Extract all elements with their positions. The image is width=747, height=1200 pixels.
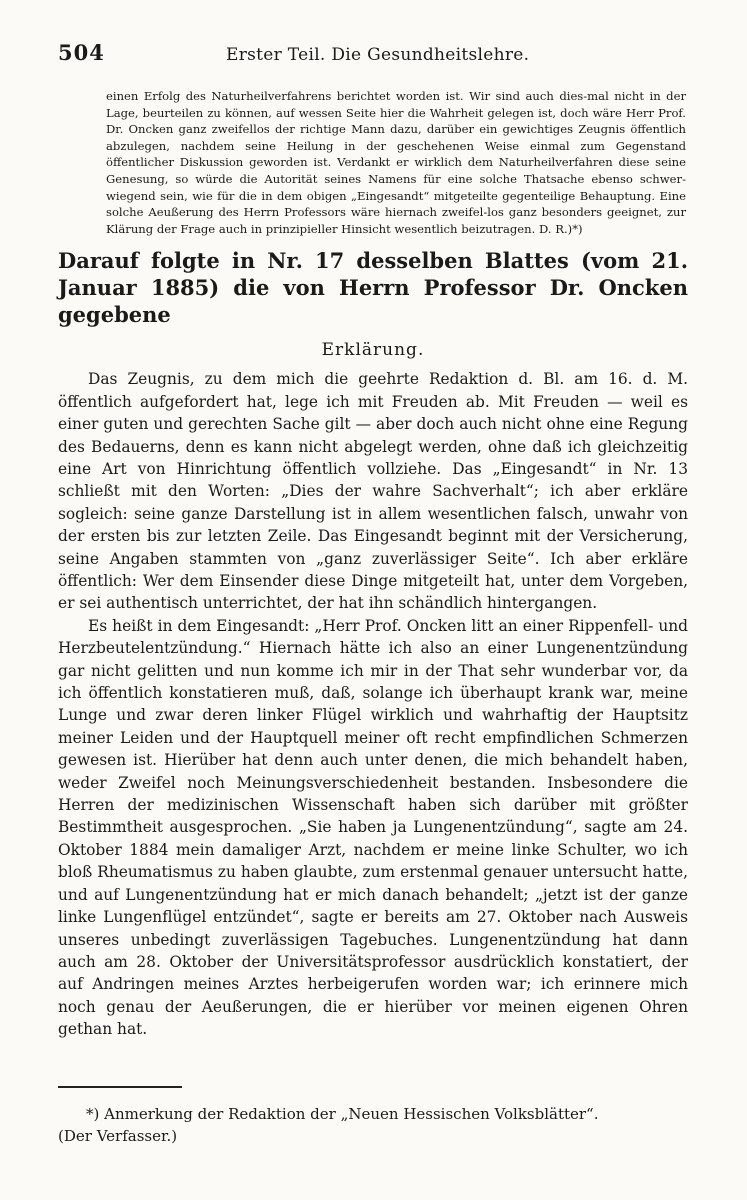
footnote-divider xyxy=(58,1086,182,1088)
page-header xyxy=(58,40,688,70)
page-content xyxy=(58,40,688,1041)
footnote xyxy=(58,1103,688,1147)
body-paragraph: Es heißt in dem Eingesandt: „Herr Prof. Oncken litt an einer Rippenfell- und Herzbeutelentzündung.“ Hiernach hätte ich also an einer Lungenentzündung gar nicht gelitten und nun komme ich mir in der That sehr wunderbar vor, da ich öffentlich konstatieren muß, daß, solange ich überhaupt krank war, meine Lunge und zwar deren linker Flügel wirklich und wahrhaftig der Hauptsitz meiner Leiden und der Hauptquell meiner oft recht empfindlichen Schmerzen gewesen ist. Hierüber hat denn auch unter denen, die mich behandelt haben, weder Zweifel noch Meinungsverschiedenheit bestanden. Insbesondere die Herren der medizinischen Wissenschaft haben sich darüber mit größter Bestimmtheit ausgesprochen. „Sie haben ja Lungenentzündung“, sagte am 24. Oktober 1884 mein damaliger Arzt, nachdem er meine linke Schulter, wo ich bloß Rheumatismus zu haben glaubte, zum erstenmal genauer untersucht hatte, und auf Lungenentzündung hat er mich danach behandelt; „jetzt ist der ganze linke Lungenflügel entzündet“, sagte er bereits am 27. Oktober nach Ausweis unseres unbedingt zuverlässigen Tagebuches. Lungenentzündung hat dann auch am 28. Oktober der Universitätsprofessor ausdrücklich konstatiert, der auf Andringen meines Arztes herbeigerufen worden war; ich erinnere mich noch genau der Aeußerungen, die er hierüber vor meinen eigenen Ohren gethan hat. xyxy=(58,616,688,1039)
intro-text: Darauf folgte in Nr. 17 desselben Blattes (vom 21. Januar 1885) die von Herrn Professor Dr. Oncken gegebene xyxy=(58,248,688,328)
editorial-quote-block xyxy=(106,88,686,237)
footnote-attribution: (Der Verfasser.) xyxy=(58,1127,178,1145)
page-number: 504 xyxy=(58,40,105,65)
intro-paragraph xyxy=(58,247,688,328)
body-paragraph: Das Zeugnis, zu dem mich die geehrte Redaktion d. Bl. am 16. d. M. öffentlich aufgefordert hat, lege ich mit Freuden ab. Mit Freuden — weil es einer guten und gerechten Sache gilt — aber doch auch nicht ohne eine Regung des Bedauerns, denn es kann nicht abgelegt werden, ohne daß ich gleichzeitig eine Art von Hinrichtung öffentlich vollziehe. Das „Eingesandt“ in Nr. 13 schließt mit den Worten: „Dies der wahre Sachverhalt“; ich aber erkläre sogleich: seine ganze Darstellung ist in allem wesentlichen falsch, unwahr von der ersten bis zur letzten Zeile. Das Eingesandt beginnt mit der Versicherung, seine Angaben stammten von „ganz zuverlässiger Seite“. Ich aber erkläre öffentlich: Wer dem Einsender diese Dinge mitgeteilt hat, unter dem Vorgeben, er sei authentisch unterrichtet, der hat ihn schändlich hintergangen. xyxy=(58,370,688,613)
running-head: Erster Teil. Die Gesundheitslehre. xyxy=(226,45,530,65)
section-title: Erklärung. xyxy=(321,340,425,361)
footnote-line: *) Anmerkung der Redaktion der „Neuen Hessischen Volksblätter“. xyxy=(86,1105,599,1123)
quote-text: einen Erfolg des Naturheilverfahrens berichtet worden ist. Wir sind auch dies-mal nicht in der Lage, beurteilen zu können, auf wessen Seite hier die Wahrheit gelegen ist, doch wäre Herr Prof. Dr. Oncken ganz zweifellos der richtige Mann dazu, darüber ein gewichtiges Zeugnis öffentlich abzulegen, nachdem seine Heilung in der geschehenen Weise einmal zum Gegenstand öffentlicher Diskussion geworden ist. Verdankt er wirklich dem Naturheilverfahren diese seine Genesung, so würde die Autorität seines Namens für eine solche Thatsache ebenso schwer-wiegend sein, wie für die in dem obigen „Eingesandt“ mitgeteilte gegenteilige Behauptung. Eine solche Aeußerung des Herrn Professors wäre hiernach zweifel-los ganz besonders geeignet, zur Klärung der Frage auch in prinzipieller Hinsicht wesentlich beizutragen. D. R.)*) xyxy=(106,89,686,236)
declaration-body xyxy=(58,368,688,1040)
